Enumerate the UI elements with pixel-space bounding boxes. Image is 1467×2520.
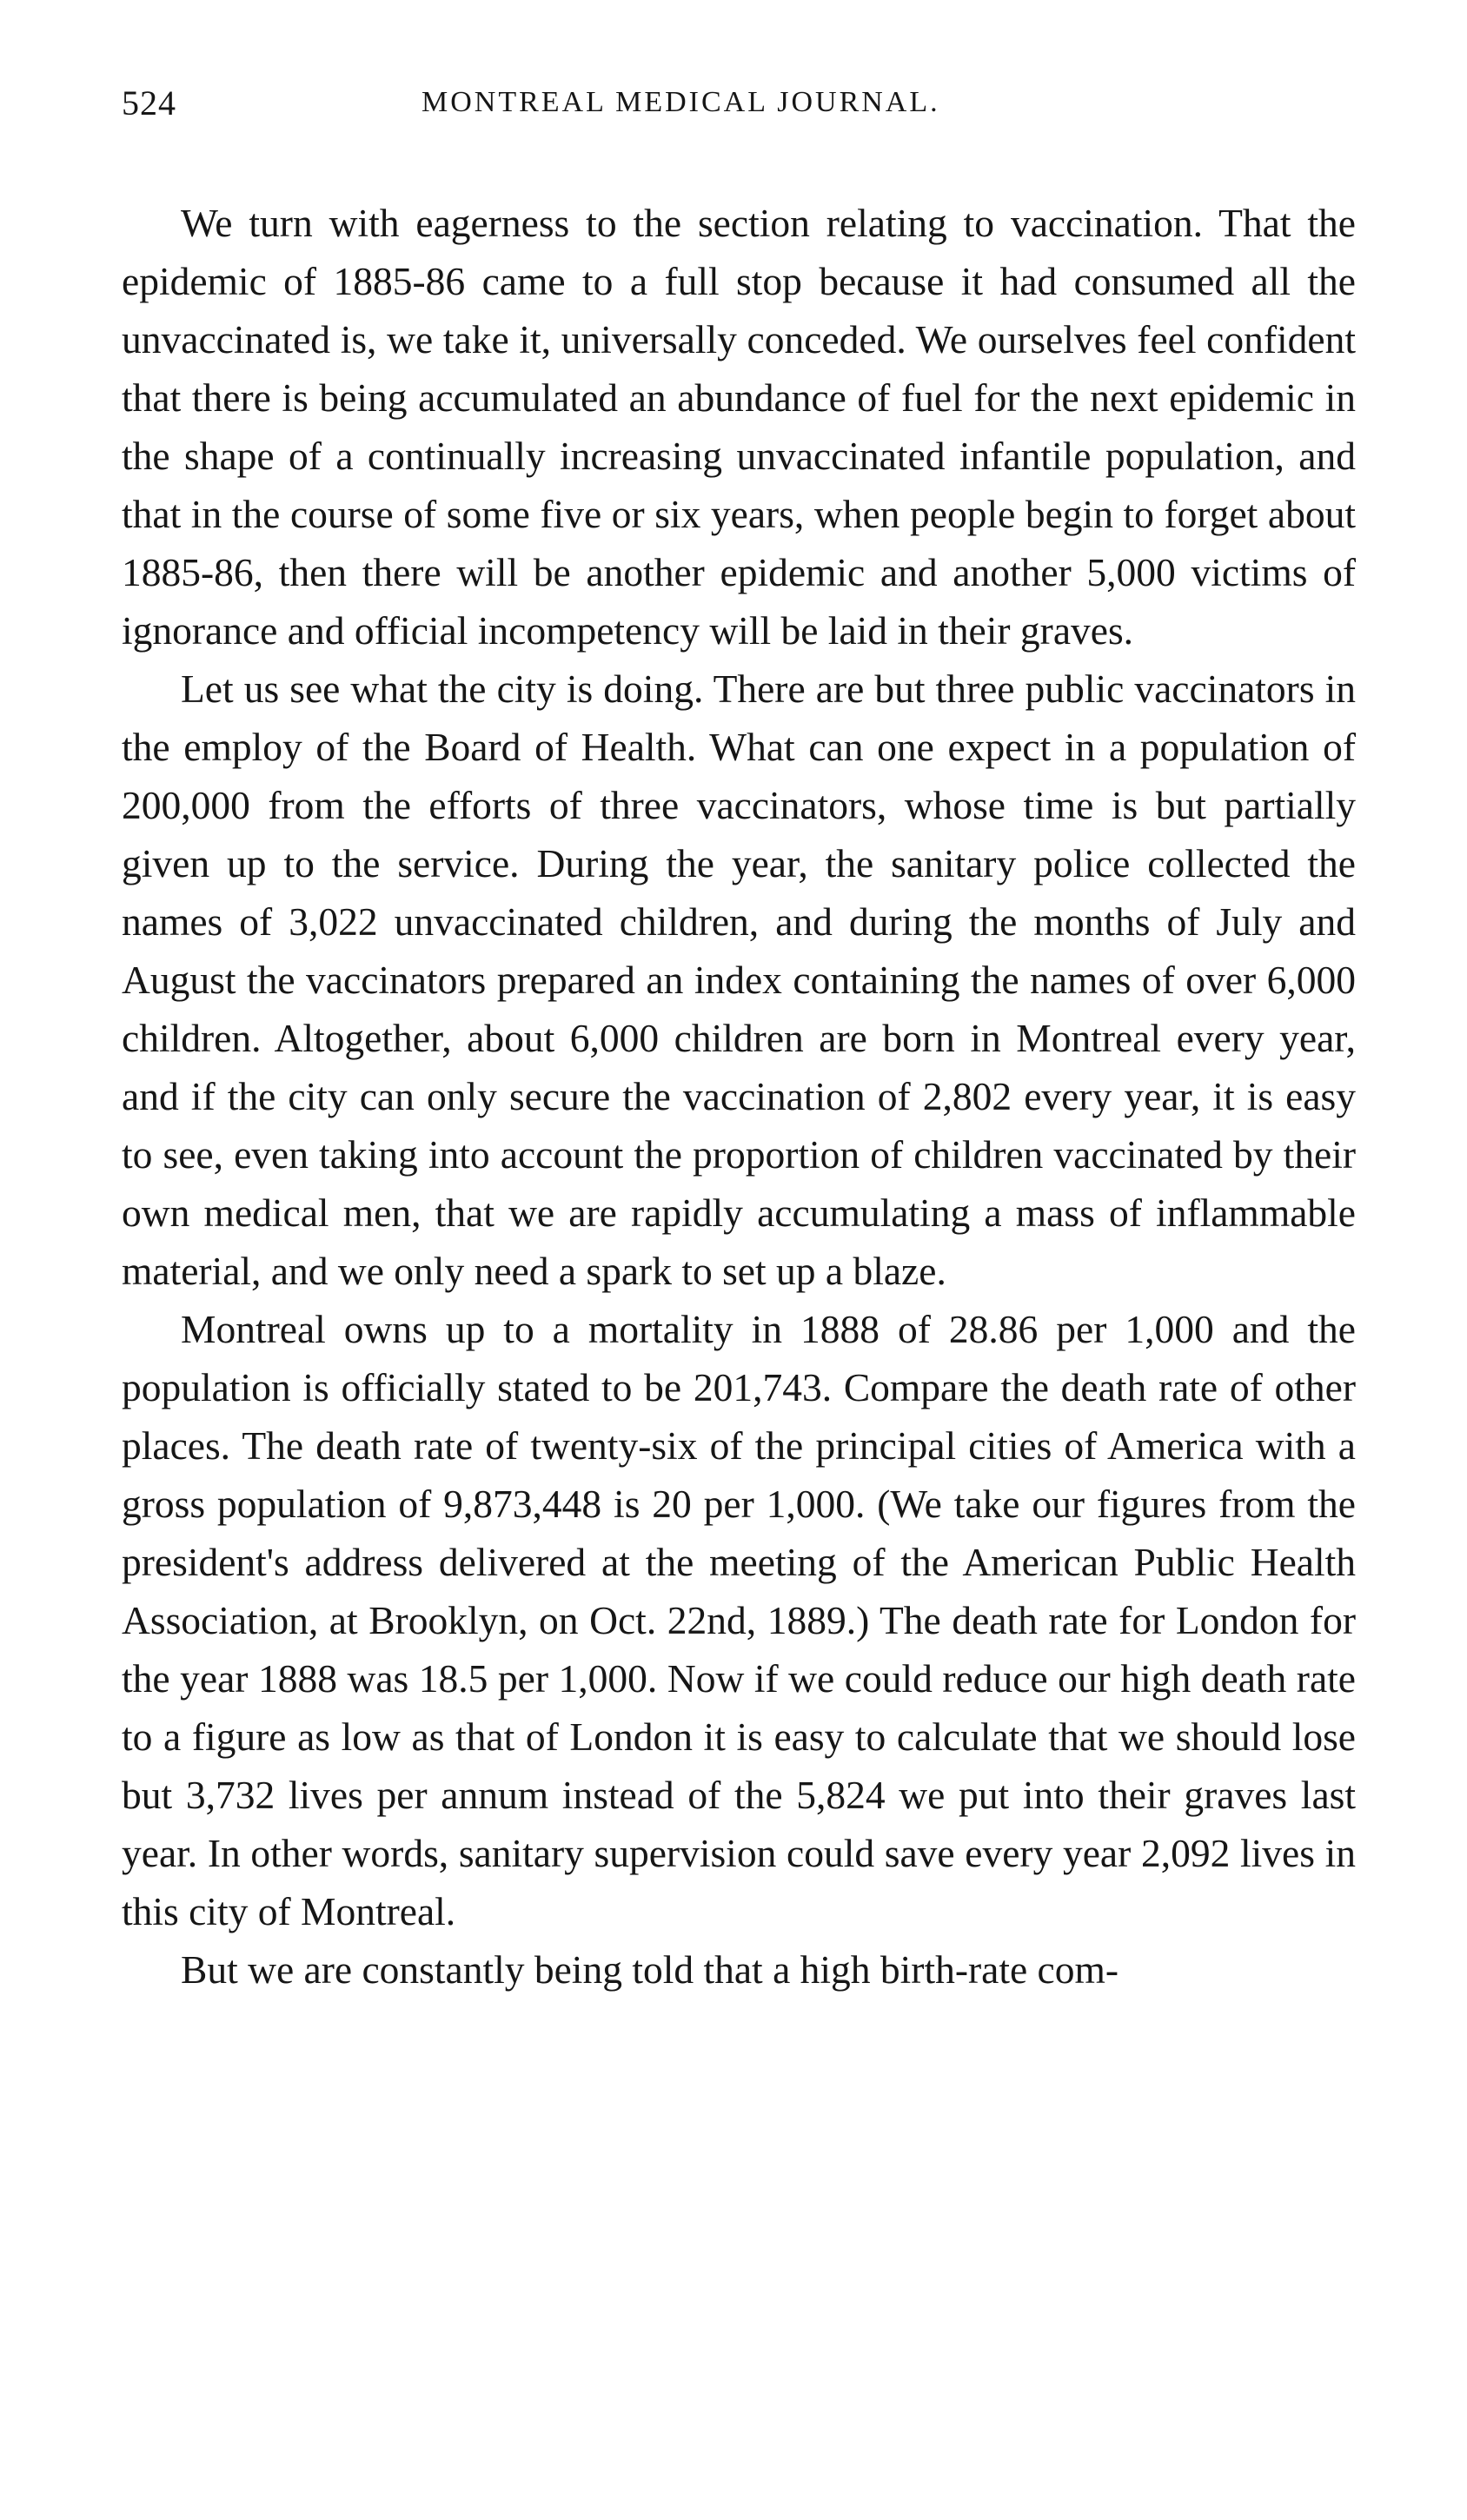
running-head [122, 83, 1356, 143]
journal-page [122, 83, 1356, 1999]
journal-title: MONTREAL MEDICAL JOURNAL. [422, 86, 940, 118]
paragraph-mortality: Montreal owns up to a mortality in 1888 of 28.86 per 1,000 and the population is officially stated to be 201,743. Compare the death rate of other places. The death rate of twenty-six of the principal cities of America with a gross population of 9,873,448 is 20 per 1,000. (We take our figures from the president's address delivered at the meeting of the American Public Health Association, at Brooklyn, on Oct. 22nd, 1889.) The death rate for London for the year 1888 was 18.5 per 1,000. Now if we could reduce our high death rate to a figure as low as that of London it is easy to calculate that we should lose but 3,732 lives per annum instead of the 5,824 we put into their graves last year. In other words, sanitary supervision could save every year 2,092 lives in this city of Montreal. [122, 1307, 1356, 1933]
paragraph-city-vaccinators: Let us see what the city is doing. There are but three public vaccinators in the employ of the Board of Health. What can one expect in a population of 200,000 from the efforts of three vaccinators, whose time is but partially given up to the service. During the year, the sanitary police collected the names of 3,022 unvaccinated children, and during the months of July and August the vaccinators prepared an index containing the names of over 6,000 children. Altogether, about 6,000 children are born in Montreal every year, and if the city can only secure the vaccination of 2,802 every year, it is easy to see, even taking into account the proportion of children vaccinated by their own medical men, that we are rapidly accumulating a mass of inflammable material, and we only need a spark to set up a blaze. [122, 666, 1356, 1293]
page-number: 524 [122, 83, 176, 123]
paragraph-vaccination: We turn with eagerness to the section relating to vaccination. That the epidemic of 1885-86 came to a full stop because it had consumed all the unvaccinated is, we take it, universally conceded. We ourselves feel confident that there is being accumulated an abundance of fuel for the next epidemic in the shape of a continually increasing unvaccinated infantile population, and that in the course of some five or six years, when people begin to forget about 1885-86, then there will be another epidemic and another 5,000 victims of ignorance and official incompetency will be laid in their graves. [122, 201, 1356, 653]
article-body [122, 194, 1356, 1999]
paragraph-birth-rate: But we are constantly being told that a high birth-rate com- [181, 1947, 1119, 1992]
